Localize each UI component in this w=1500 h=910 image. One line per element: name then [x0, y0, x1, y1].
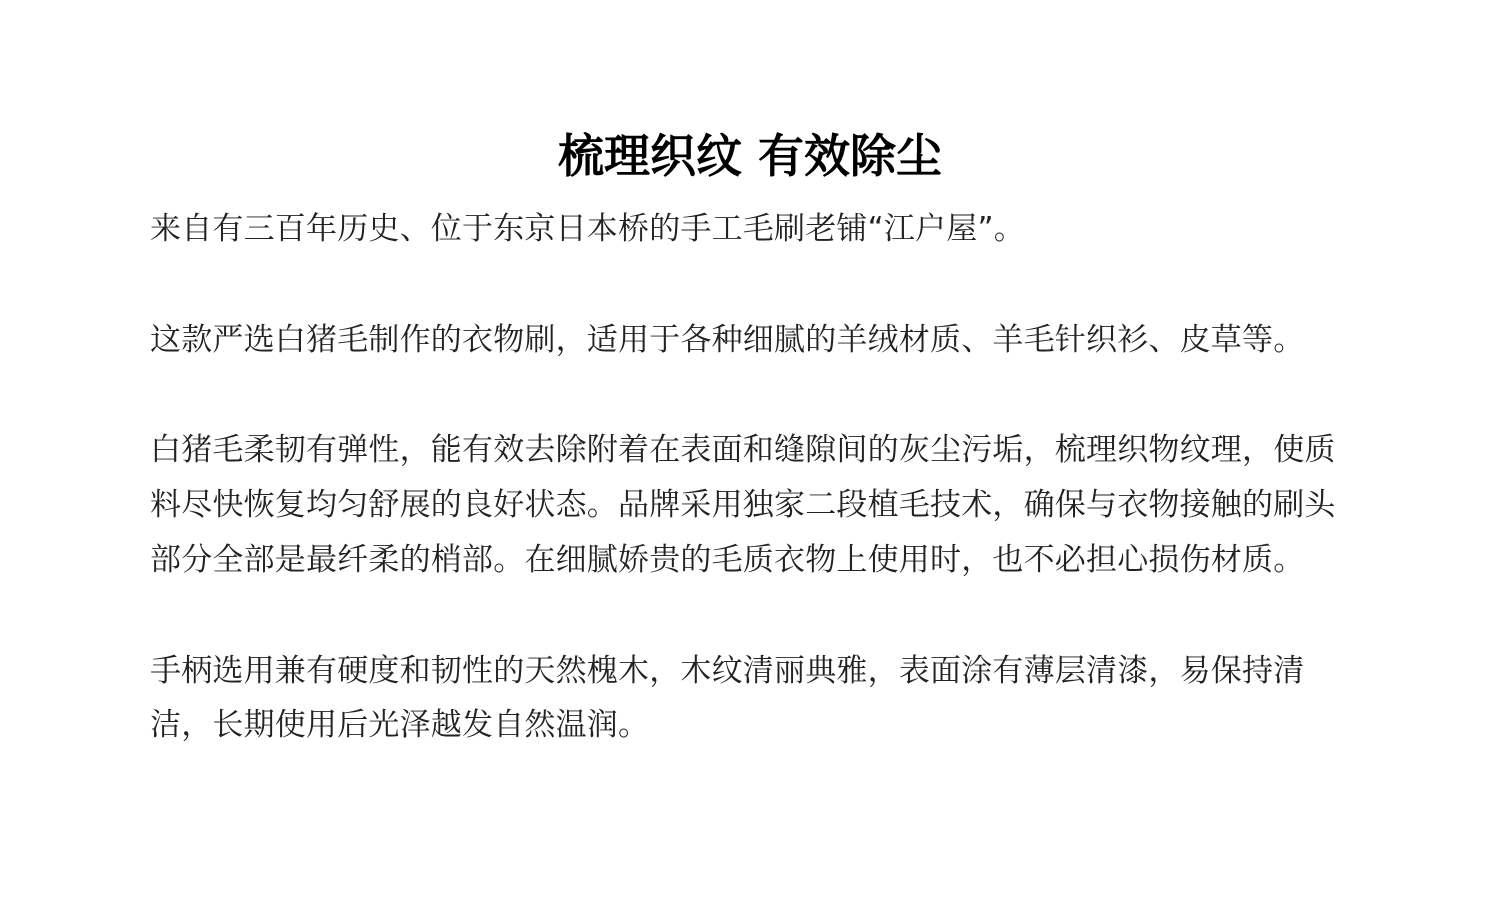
paragraph-bristles: 白猪毛柔韧有弹性，能有效去除附着在表面和缝隙间的灰尘污垢，梳理织物纹理，使质料尽快恢复均匀舒展的良好状态。品牌采用独家二段植毛技术，确保与衣物接触的刷头部分全部是最纤柔的梢部。在细腻娇贵的毛质衣物上使用时，也不必担心损伤材质。	[150, 432, 1336, 578]
paragraph-origin: 来自有三百年历史、位于东京日本桥的手工毛刷老铺“江户屋”。	[150, 211, 1025, 247]
paragraph-material: 这款严选白猪毛制作的衣物刷，适用于各种细腻的羊绒材质、羊毛针织衫、皮草等。	[150, 321, 1305, 358]
description-body	[150, 202, 1350, 753]
section-title: 梳理织纹 有效除尘	[557, 129, 942, 183]
paragraph-handle: 手柄选用兼有硬度和韧性的天然槐木，木纹清丽典雅，表面涂有薄层清漆，易保持清洁，长期使用后光泽越发自然温润。	[150, 652, 1305, 744]
